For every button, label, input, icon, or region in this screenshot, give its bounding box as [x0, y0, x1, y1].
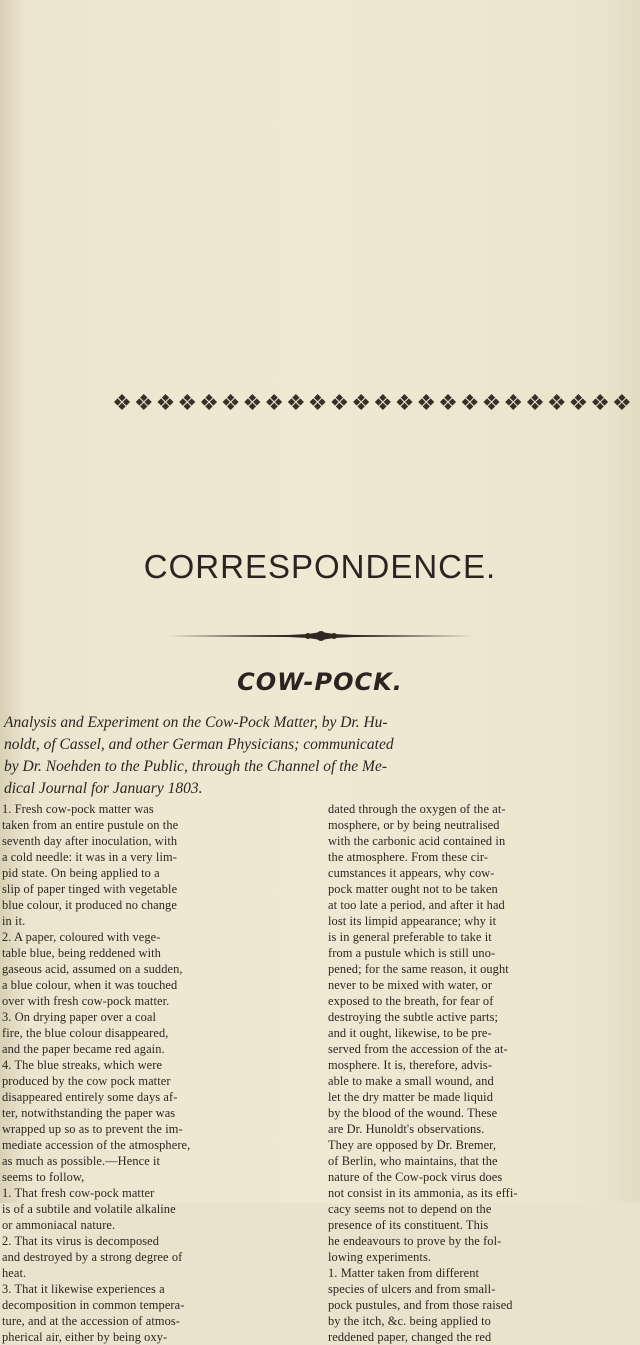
ornament-icon: ❖: [416, 391, 437, 416]
text-line: is of a subtile and volatile alkaline: [2, 1202, 176, 1216]
left-text-column: [2, 801, 272, 1345]
text-line: and the paper became red again.: [2, 1042, 165, 1056]
text-line: species of ulcers and from small-: [328, 1282, 496, 1296]
text-line: fire, the blue colour disappeared,: [2, 1026, 169, 1040]
ornament-icon: ❖: [329, 391, 350, 416]
text-line: disappeared entirely some days af-: [2, 1090, 178, 1104]
text-line: a blue colour, when it was touched: [2, 978, 178, 992]
ornament-icon: ❖: [351, 391, 371, 416]
text-line: 1. Fresh cow-pock matter was: [2, 802, 154, 816]
ornament-icon: ❖: [546, 391, 567, 416]
text-line: seems to follow,: [2, 1170, 85, 1184]
heading-line: noldt, of Cassel, and other German Physicians; communicated: [4, 736, 394, 753]
text-line: or ammoniacal nature.: [2, 1218, 116, 1232]
text-line: seventh day after inoculation, with: [2, 834, 178, 848]
text-line: reddened paper, changed the red: [328, 1330, 492, 1344]
right-text-column: [328, 801, 628, 1345]
text-line: cumstances it appears, why cow-: [328, 866, 495, 880]
text-line: ture, and at the accession of atmos-: [2, 1314, 181, 1328]
text-line: cacy seems not to depend on the: [328, 1202, 492, 1216]
text-line: slip of paper tinged with vegetable: [2, 882, 178, 896]
text-line: let the dry matter be made liquid: [328, 1090, 494, 1104]
text-line: 1. Matter taken from different: [328, 1266, 480, 1280]
ornament-icon: ❖: [112, 391, 132, 416]
text-line: 2. That its virus is decomposed: [2, 1234, 160, 1248]
text-line: taken from an entire pustule on the: [2, 818, 179, 832]
text-line: lowing experiments.: [328, 1250, 432, 1264]
text-line: blue colour, it produced no change: [2, 898, 177, 912]
ornament-icon: ❖: [286, 391, 306, 416]
text-line: mediate accession of the atmosphere,: [2, 1138, 191, 1152]
text-line: of Berlin, who maintains, that the: [328, 1154, 498, 1168]
text-line: the atmosphere. From these cir-: [328, 850, 489, 864]
text-line: by the itch, &c. being applied to: [328, 1314, 491, 1328]
text-line: 3. On drying paper over a coal: [2, 1010, 157, 1024]
text-line: pened; for the same reason, it ought: [328, 962, 509, 976]
text-line: mosphere, or by being neutralised: [328, 818, 500, 832]
heading-line: Analysis and Experiment on the Cow-Pock Matter, by Dr. Hu-: [4, 714, 388, 731]
text-line: 3. That it likewise experiences a: [2, 1282, 165, 1296]
text-line: gaseous acid, assumed on a sudden,: [2, 962, 183, 976]
text-line: destroying the subtle active parts;: [328, 1010, 499, 1024]
text-line: nature of the Cow-pock virus does: [328, 1170, 503, 1184]
text-line: with the carbonic acid contained in: [328, 834, 506, 848]
text-line: he endeavours to prove by the fol-: [328, 1234, 502, 1248]
ornament-icon: ❖: [133, 391, 154, 416]
ornament-icon: ❖: [612, 391, 632, 416]
ornament-icon: ❖: [155, 391, 176, 416]
text-line: never to be mixed with water, or: [328, 978, 493, 992]
text-line: pid state. On being applied to a: [2, 866, 160, 880]
ornament-icon: ❖: [590, 391, 611, 416]
text-line: table blue, being reddened with: [2, 946, 161, 960]
text-line: able to make a small wound, and: [328, 1074, 494, 1088]
ornament-icon: ❖: [220, 391, 241, 416]
text-line: and destroyed by a strong degree of: [2, 1250, 183, 1264]
decorative-rule: [168, 631, 474, 641]
text-line: is in general preferable to take it: [328, 930, 492, 944]
ornament-icon: ❖: [459, 391, 480, 416]
text-line: They are opposed by Dr. Bremer,: [328, 1138, 497, 1152]
text-line: a cold needle: it was in a very lim-: [2, 850, 177, 864]
heading-line: dical Journal for January 1803.: [4, 780, 203, 797]
ornament-icon: ❖: [264, 391, 284, 416]
article-heading: [4, 712, 634, 800]
ornament-icon: ❖: [481, 391, 502, 416]
text-line: in it.: [2, 914, 26, 928]
text-line: produced by the cow pock matter: [2, 1074, 171, 1088]
ornament-icon: ❖: [438, 391, 458, 416]
text-line: 4. The blue streaks, which were: [2, 1058, 163, 1072]
text-line: by the blood of the wound. These: [328, 1106, 498, 1120]
text-line: exposed to the breath, for fear of: [328, 994, 494, 1008]
section-subtitle: COW-POCK.: [237, 668, 403, 696]
ornament-icon: ❖: [394, 391, 415, 416]
text-line: from a pustule which is still uno-: [328, 946, 496, 960]
text-line: ter, notwithstanding the paper was: [2, 1106, 176, 1120]
page-title: CORRESPONDENCE.: [143, 548, 497, 585]
ornament-icon: ❖: [199, 391, 219, 416]
text-line: are Dr. Hunoldt's observations.: [328, 1122, 485, 1136]
ornament-border: [112, 384, 632, 424]
ornament-icon: ❖: [242, 391, 263, 416]
text-line: decomposition in common tempera-: [2, 1298, 185, 1312]
text-line: heat.: [2, 1266, 27, 1280]
ornament-icon: ❖: [177, 391, 198, 416]
ornament-icon: ❖: [568, 391, 589, 416]
text-line: and it ought, likewise, to be pre-: [328, 1026, 492, 1040]
text-line: lost its limpid appearance; why it: [328, 914, 497, 928]
heading-line: by Dr. Noehden to the Public, through the Channel of the Me-: [4, 758, 387, 775]
text-line: over with fresh cow-pock matter.: [2, 994, 170, 1008]
text-line: at too late a period, and after it had: [328, 898, 505, 912]
text-line: 1. That fresh cow-pock matter: [2, 1186, 155, 1200]
text-line: dated through the oxygen of the at-: [328, 802, 506, 816]
text-line: served from the accession of the at-: [328, 1042, 508, 1056]
ornament-icon: ❖: [307, 391, 328, 416]
text-line: wrapped up so as to prevent the im-: [2, 1122, 183, 1136]
text-line: presence of its constituent. This: [328, 1218, 489, 1232]
text-line: as much as possible.—Hence it: [2, 1154, 161, 1168]
text-line: not consist in its ammonia, as its effi-: [328, 1186, 518, 1200]
ornament-icon: ❖: [525, 391, 545, 416]
text-line: 2. A paper, coloured with vege-: [2, 930, 161, 944]
ornament-icon: ❖: [503, 391, 524, 416]
text-line: pherical air, either by being oxy-: [2, 1330, 168, 1344]
text-line: mosphere. It is, therefore, advis-: [328, 1058, 493, 1072]
text-line: pock matter ought not to be taken: [328, 882, 498, 896]
text-line: pock pustules, and from those raised: [328, 1298, 513, 1312]
ornament-icon: ❖: [372, 391, 393, 416]
